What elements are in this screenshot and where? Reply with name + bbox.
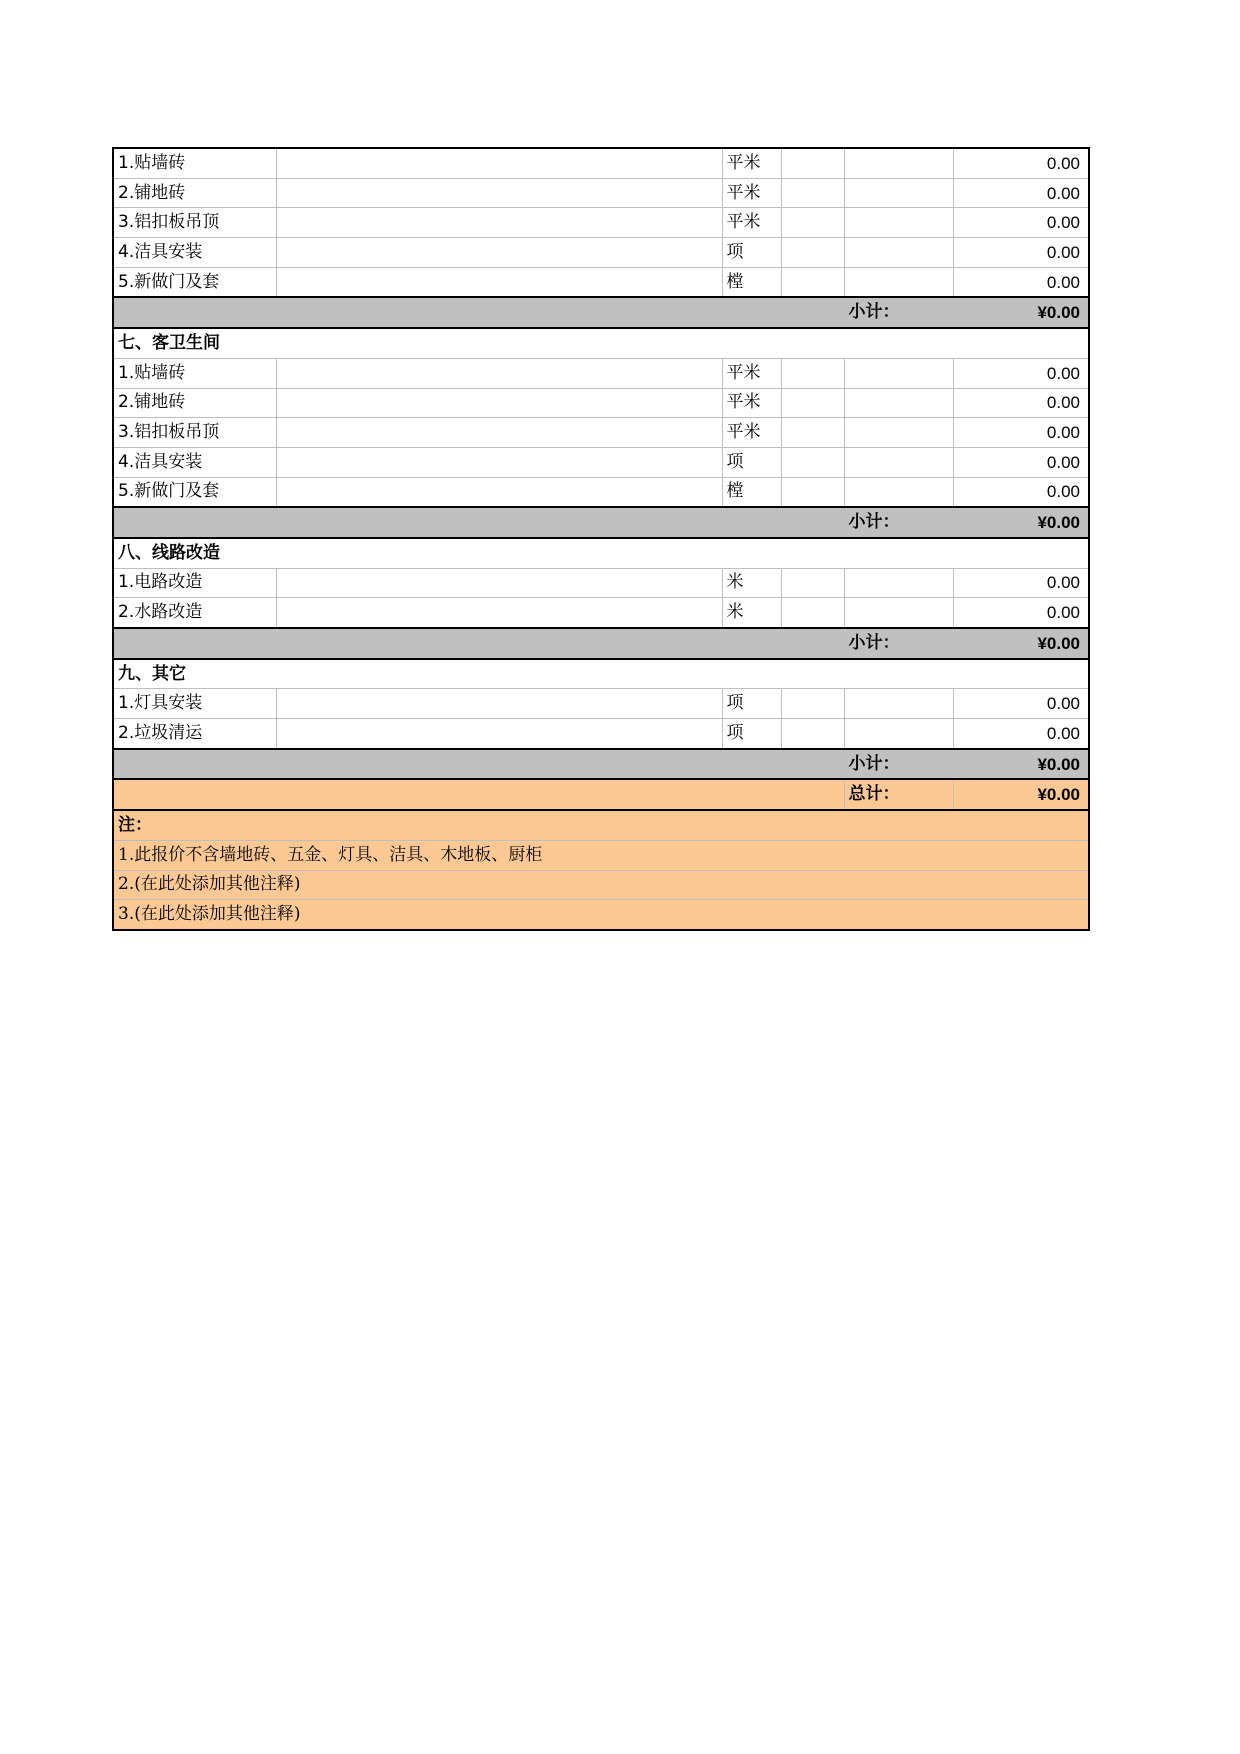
item-amount-cell[interactable]: 0.00	[953, 267, 1089, 297]
item-amount-cell[interactable]: 0.00	[953, 148, 1089, 178]
item-price-cell[interactable]	[844, 358, 953, 388]
item-unit-cell[interactable]: 樘	[722, 477, 781, 507]
subtotal-blank-cell	[113, 628, 844, 659]
subtotal-label: 小计：	[844, 749, 953, 780]
item-price-cell[interactable]	[844, 477, 953, 507]
item-amount-cell[interactable]: 0.00	[953, 208, 1089, 238]
subtotal-label: 小计：	[844, 297, 953, 328]
item-name-cell[interactable]: 4.洁具安装	[113, 238, 276, 268]
item-amount-cell[interactable]: 0.00	[953, 358, 1089, 388]
item-quantity-cell[interactable]	[781, 388, 844, 418]
item-amount-cell[interactable]: 0.00	[953, 238, 1089, 268]
item-spec-cell[interactable]	[276, 148, 722, 178]
item-name-cell[interactable]: 5.新做门及套	[113, 477, 276, 507]
item-price-cell[interactable]	[844, 208, 953, 238]
section-title: 九、其它	[113, 659, 1089, 689]
item-quantity-cell[interactable]	[781, 148, 844, 178]
subtotal-label: 小计：	[844, 628, 953, 659]
item-name-cell[interactable]: 5.新做门及套	[113, 267, 276, 297]
item-unit-cell[interactable]: 平米	[722, 208, 781, 238]
item-quantity-cell[interactable]	[781, 208, 844, 238]
subtotal-value[interactable]: ¥0.00	[953, 749, 1089, 780]
item-quantity-cell[interactable]	[781, 447, 844, 477]
item-unit-cell[interactable]: 项	[722, 447, 781, 477]
item-amount-cell[interactable]: 0.00	[953, 178, 1089, 208]
subtotal-value[interactable]: ¥0.00	[953, 297, 1089, 328]
item-amount-cell[interactable]: 0.00	[953, 719, 1089, 749]
item-unit-cell[interactable]: 项	[722, 719, 781, 749]
section-title: 七、客卫生间	[113, 328, 1089, 358]
item-quantity-cell[interactable]	[781, 238, 844, 268]
table-row	[113, 208, 1089, 238]
item-amount-cell[interactable]: 0.00	[953, 388, 1089, 418]
item-name-cell[interactable]: 1.电路改造	[113, 568, 276, 598]
item-name-cell[interactable]: 2.水路改造	[113, 598, 276, 628]
item-price-cell[interactable]	[844, 267, 953, 297]
note-row	[113, 900, 1089, 930]
item-quantity-cell[interactable]	[781, 598, 844, 628]
item-spec-cell[interactable]	[276, 238, 722, 268]
item-price-cell[interactable]	[844, 719, 953, 749]
item-spec-cell[interactable]	[276, 447, 722, 477]
subtotal-blank-cell	[113, 297, 844, 328]
item-name-cell[interactable]: 1.贴墙砖	[113, 358, 276, 388]
item-name-cell[interactable]: 3.铝扣板吊顶	[113, 418, 276, 448]
item-quantity-cell[interactable]	[781, 477, 844, 507]
item-price-cell[interactable]	[844, 388, 953, 418]
item-amount-cell[interactable]: 0.00	[953, 477, 1089, 507]
table-row	[113, 719, 1089, 749]
subtotal-blank-cell	[113, 507, 844, 538]
note-row	[113, 870, 1089, 900]
total-value[interactable]: ¥0.00	[953, 779, 1089, 810]
item-spec-cell[interactable]	[276, 388, 722, 418]
table-row	[113, 388, 1089, 418]
item-quantity-cell[interactable]	[781, 568, 844, 598]
item-amount-cell[interactable]: 0.00	[953, 598, 1089, 628]
item-quantity-cell[interactable]	[781, 418, 844, 448]
notes-title-row	[113, 810, 1089, 840]
item-name-cell[interactable]: 1.贴墙砖	[113, 148, 276, 178]
item-name-cell[interactable]: 3.铝扣板吊顶	[113, 208, 276, 238]
item-amount-cell[interactable]: 0.00	[953, 447, 1089, 477]
item-unit-cell[interactable]: 平米	[722, 418, 781, 448]
note-text: 2.(在此处添加其他注释)	[113, 870, 1089, 900]
item-quantity-cell[interactable]	[781, 267, 844, 297]
table-row	[113, 148, 1089, 178]
item-unit-cell[interactable]: 平米	[722, 178, 781, 208]
item-price-cell[interactable]	[844, 238, 953, 268]
table-row	[113, 598, 1089, 628]
table-row	[113, 358, 1089, 388]
item-spec-cell[interactable]	[276, 178, 722, 208]
item-unit-cell[interactable]: 樘	[722, 267, 781, 297]
table-row	[113, 267, 1089, 297]
section-header-row	[113, 659, 1089, 689]
item-spec-cell[interactable]	[276, 568, 722, 598]
table-row	[113, 178, 1089, 208]
item-amount-cell[interactable]: 0.00	[953, 568, 1089, 598]
item-price-cell[interactable]	[844, 598, 953, 628]
item-spec-cell[interactable]	[276, 358, 722, 388]
note-text: 3.(在此处添加其他注释)	[113, 900, 1089, 930]
table-row	[113, 477, 1089, 507]
quote-table	[112, 147, 1090, 931]
subtotal-row	[113, 297, 1089, 328]
item-unit-cell[interactable]: 米	[722, 598, 781, 628]
total-blank-cell	[113, 779, 844, 810]
item-name-cell[interactable]: 2.垃圾清运	[113, 719, 276, 749]
item-amount-cell[interactable]: 0.00	[953, 418, 1089, 448]
item-quantity-cell[interactable]	[781, 689, 844, 719]
item-amount-cell[interactable]: 0.00	[953, 689, 1089, 719]
item-name-cell[interactable]: 2.铺地砖	[113, 388, 276, 418]
table-row	[113, 418, 1089, 448]
note-row	[113, 840, 1089, 870]
subtotal-label: 小计：	[844, 507, 953, 538]
item-price-cell[interactable]	[844, 568, 953, 598]
item-name-cell[interactable]: 1.灯具安装	[113, 689, 276, 719]
item-spec-cell[interactable]	[276, 267, 722, 297]
item-price-cell[interactable]	[844, 148, 953, 178]
item-price-cell[interactable]	[844, 178, 953, 208]
total-label: 总计：	[844, 779, 953, 810]
item-spec-cell[interactable]	[276, 208, 722, 238]
section-header-row	[113, 538, 1089, 568]
item-name-cell[interactable]: 2.铺地砖	[113, 178, 276, 208]
total-row	[113, 779, 1089, 810]
table-row	[113, 447, 1089, 477]
notes-title: 注：	[113, 810, 1089, 840]
table-row	[113, 238, 1089, 268]
subtotal-row	[113, 749, 1089, 780]
subtotal-row	[113, 507, 1089, 538]
section-title: 八、线路改造	[113, 538, 1089, 568]
item-unit-cell[interactable]: 米	[722, 568, 781, 598]
item-price-cell[interactable]	[844, 689, 953, 719]
item-price-cell[interactable]	[844, 418, 953, 448]
subtotal-value[interactable]: ¥0.00	[953, 628, 1089, 659]
item-price-cell[interactable]	[844, 447, 953, 477]
item-unit-cell[interactable]: 平米	[722, 148, 781, 178]
item-unit-cell[interactable]: 平米	[722, 388, 781, 418]
section-header-row	[113, 328, 1089, 358]
item-spec-cell[interactable]	[276, 689, 722, 719]
subtotal-value[interactable]: ¥0.00	[953, 507, 1089, 538]
item-unit-cell[interactable]: 项	[722, 238, 781, 268]
item-unit-cell[interactable]: 项	[722, 689, 781, 719]
item-quantity-cell[interactable]	[781, 719, 844, 749]
item-quantity-cell[interactable]	[781, 358, 844, 388]
item-spec-cell[interactable]	[276, 598, 722, 628]
item-quantity-cell[interactable]	[781, 178, 844, 208]
item-spec-cell[interactable]	[276, 418, 722, 448]
item-spec-cell[interactable]	[276, 719, 722, 749]
table-row	[113, 568, 1089, 598]
item-spec-cell[interactable]	[276, 477, 722, 507]
table-row	[113, 689, 1089, 719]
item-name-cell[interactable]: 4.洁具安装	[113, 447, 276, 477]
item-unit-cell[interactable]: 平米	[722, 358, 781, 388]
subtotal-blank-cell	[113, 749, 844, 780]
note-text: 1.此报价不含墙地砖、五金、灯具、洁具、木地板、厨柜	[113, 840, 1089, 870]
subtotal-row	[113, 628, 1089, 659]
